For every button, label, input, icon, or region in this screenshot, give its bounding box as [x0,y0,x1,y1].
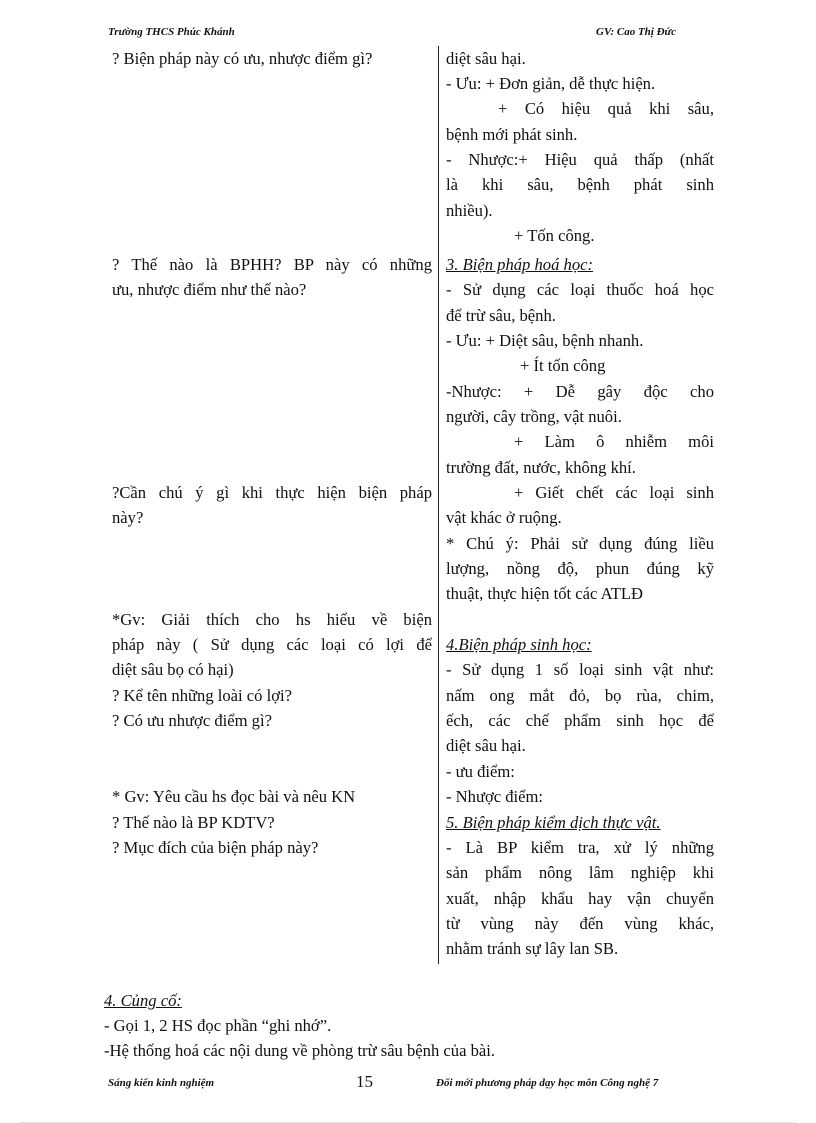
answer-line: * Chú ý: Phải sử dụng đúng liều [446,534,714,553]
answer-line: - Nhược:+ Hiệu quả thấp (nhất [446,150,714,169]
question-bphh-line2: ưu, nhược điểm như thế nào? [112,280,307,299]
answer-line: + Tốn công. [514,226,595,245]
gv-explain-line1: *Gv: Giải thích cho hs hiểu về biện [112,610,432,629]
question-note-line1: ?Cần chú ý gì khi thực hiện biện pháp [112,483,432,502]
question-bphh-line1: ? Thế nào là BPHH? BP này có những [112,255,432,274]
lesson-table [108,46,718,964]
section-4-line: - Gọi 1, 2 HS đọc phần “ghi nhớ”. [104,1016,332,1035]
question-note-line2: này? [112,508,144,527]
answer-line: + Ít tốn công [520,356,606,375]
answer-line: ếch, các chế phẩm sinh học để [446,711,714,730]
header-school: Trường THCS Phúc Khánh [108,26,235,38]
column-divider [438,46,439,964]
question-useful-species: ? Kể tên những loài có lợi? [112,686,292,705]
gv-read-request: * Gv: Yêu cầu hs đọc bài và nêu KN [112,787,356,806]
heading-biological-method: 4.Biện pháp sinh học: [446,635,592,654]
section-4-title: 4. Củng cố: [104,991,182,1010]
question-pros-cons-2: ? Có ưu nhược điểm gì? [112,711,272,730]
answer-line: bệnh mới phát sinh. [446,125,578,144]
answer-line: - Ưu: + Đơn giản, dễ thực hiện. [446,74,656,93]
answer-line: + Làm ô nhiễm môi [514,432,714,451]
answer-line: diệt sâu hại. [446,49,526,68]
footer-right: Đổi mới phương pháp dạy học môn Công nghệ 7 [436,1077,659,1089]
answer-line: nấm ong mắt đỏ, bọ rùa, chim, [446,686,714,705]
heading-quarantine-method: 5. Biện pháp kiểm dịch thực vật. [446,813,661,832]
answer-line: để trừ sâu, bệnh. [446,306,556,325]
answer-line: từ vùng này đến vùng khác, [446,914,714,933]
answer-line: là khi sâu, bệnh phát sinh [446,175,714,194]
footer-left: Sáng kiến kinh nghiệm [108,1077,215,1089]
answer-line: + Có hiệu quả khi sâu, [498,99,714,118]
answer-line: nhiều). [446,201,493,220]
answer-line: - Nhược điểm: [446,787,544,806]
answer-line: lượng, nồng độ, phun đúng kỹ [446,559,714,578]
page-number: 15 [356,1072,373,1091]
question-purpose: ? Mục đích của biện pháp này? [112,838,319,857]
answer-line: người, cây trồng, vật nuôi. [446,407,622,426]
answer-line: trường đất, nước, không khí. [446,458,636,477]
answer-line: vật khác ở ruộng. [446,508,562,527]
gv-explain-line2: pháp này ( Sử dụng các loại có lợi để [112,635,432,654]
answer-line: thuật, thực hiện tốt các ATLĐ [446,584,644,603]
answer-line: - Ưu: + Diệt sâu, bệnh nhanh. [446,331,644,350]
answer-line: - Sử dụng các loại thuốc hoá học [446,280,714,299]
answer-line: + Giết chết các loại sinh [514,483,714,502]
header-teacher: GV: Cao Thị Đức [596,26,677,38]
answer-line: nhằm tránh sự lây lan SB. [446,939,619,958]
answer-line: - Sử dụng 1 số loại sinh vật như: [446,660,714,679]
answer-line: diệt sâu hại. [446,736,526,755]
section-4-line: -Hệ thống hoá các nội dung về phòng trừ sâu bệnh của bài. [104,1041,495,1060]
answer-line: xuất, nhập khẩu hay vận chuyển [446,889,714,908]
answer-line: sản phẩm nông lâm nghiệp khi [446,863,714,882]
answer-line: - Là BP kiểm tra, xử lý những [446,838,714,857]
answer-line: -Nhược: + Dễ gây độc cho [446,382,714,401]
gv-explain-line3: diệt sâu bọ có hại) [112,660,234,679]
question-pros-cons: ? Biện pháp này có ưu, nhược điểm gì? [112,49,373,68]
heading-chemical-method: 3. Biện pháp hoá học: [446,255,594,274]
answer-line: - ưu điểm: [446,762,515,781]
question-kdtv: ? Thế nào là BP KDTV? [112,813,275,832]
